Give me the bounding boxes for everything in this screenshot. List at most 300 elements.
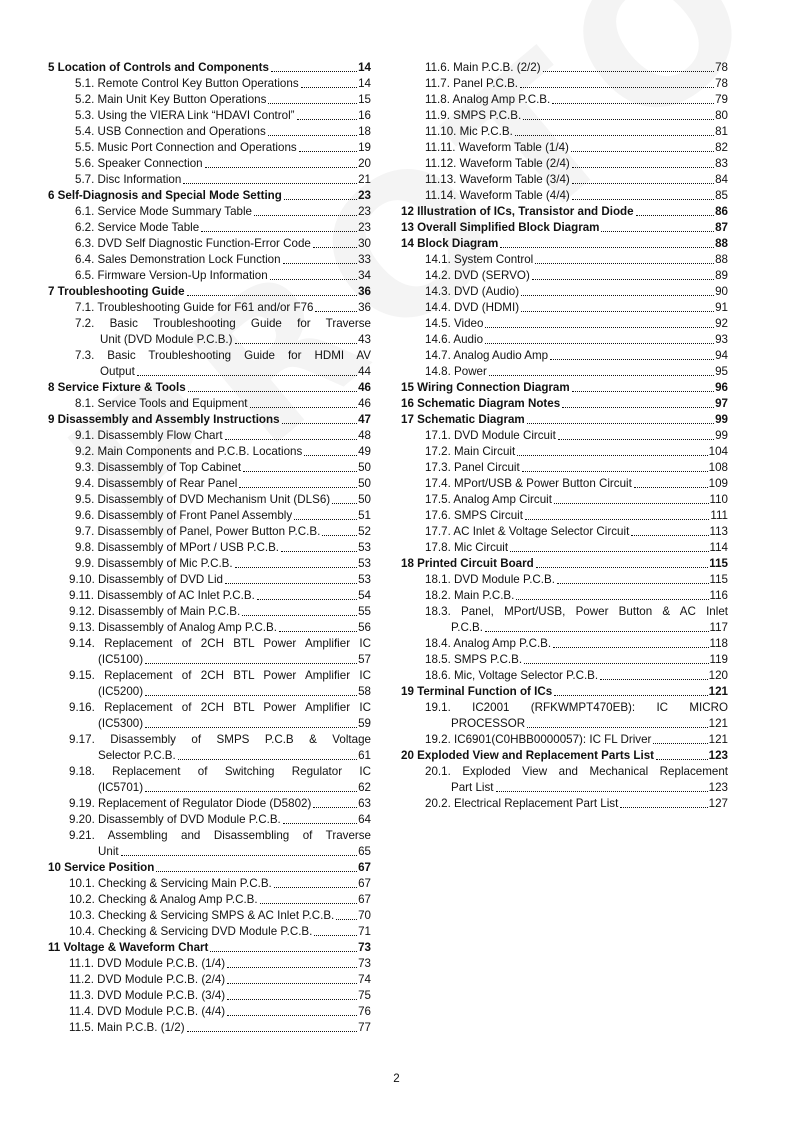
toc-entry-title: 10.4. Checking & Servicing DVD Module P.C.B. (69, 925, 313, 938)
toc-section[interactable] (401, 556, 728, 572)
toc-section[interactable] (401, 396, 728, 412)
toc-entry-page: 117 (709, 621, 728, 634)
toc-entry-page: 116 (709, 589, 728, 602)
dot-leader (227, 1015, 357, 1016)
toc-entry[interactable] (401, 700, 728, 732)
toc-entry-page: 96 (715, 381, 728, 394)
toc-entry-title: 6 Self-Diagnosis and Special Mode Setting (48, 189, 282, 202)
dot-leader (257, 599, 357, 600)
toc-entry-page: 14 (358, 61, 371, 74)
dot-leader (521, 311, 714, 312)
toc-entry[interactable] (48, 268, 371, 284)
toc-entry[interactable] (48, 892, 371, 908)
toc-section[interactable] (401, 220, 728, 236)
toc-entry-page: 53 (358, 557, 371, 570)
toc-section[interactable] (48, 860, 371, 876)
toc-entry-page: 64 (358, 813, 371, 826)
dot-leader (572, 167, 714, 168)
toc-entry[interactable] (401, 172, 728, 188)
toc-entry-title: 10.1. Checking & Servicing Main P.C.B. (69, 877, 272, 890)
dot-leader (522, 471, 708, 472)
toc-entry-page: 123 (708, 749, 728, 762)
toc-section[interactable] (401, 204, 728, 220)
dot-leader (270, 279, 357, 280)
toc-entry-title: 16 Schematic Diagram Notes (401, 397, 561, 410)
dot-leader (284, 199, 357, 200)
dot-leader (225, 439, 358, 440)
toc-entry-page: 92 (715, 317, 728, 330)
toc-entry[interactable] (48, 124, 371, 140)
toc-entry[interactable] (401, 188, 728, 204)
toc-entry-title: 11.6. Main P.C.B. (2/2) (425, 61, 541, 74)
dot-leader (283, 263, 358, 264)
toc-entry[interactable] (401, 492, 728, 508)
toc-entry-page: 52 (358, 525, 371, 538)
toc-entry[interactable] (48, 348, 371, 380)
toc-entry[interactable] (401, 604, 728, 636)
toc-entry-title: 5.1. Remote Control Key Button Operations (75, 77, 299, 90)
toc-entry-page: 99 (715, 413, 728, 426)
toc-entry-title: 11.12. Waveform Table (2/4) (425, 157, 570, 170)
toc-entry[interactable] (48, 460, 371, 476)
dot-leader (558, 439, 714, 440)
dot-leader (281, 551, 357, 552)
toc-section[interactable] (401, 412, 728, 428)
toc-entry-title: 11.2. DVD Module P.C.B. (2/4) (69, 973, 226, 986)
dot-leader (527, 727, 708, 728)
dot-leader (239, 487, 357, 488)
toc-entry[interactable] (401, 764, 728, 796)
toc-entry[interactable] (48, 620, 371, 636)
toc-entry-title: 18.5. SMPS P.C.B. (425, 653, 523, 666)
dot-leader (550, 359, 714, 360)
toc-entry-page: 75 (358, 989, 371, 1002)
toc-entry-title: 14 Block Diagram (401, 237, 499, 250)
toc-entry[interactable] (48, 476, 371, 492)
toc-entry[interactable] (48, 92, 371, 108)
dot-leader (314, 935, 357, 936)
dot-leader (557, 583, 709, 584)
dot-leader (304, 455, 357, 456)
page-number: 2 (393, 1072, 400, 1085)
toc-entry-title-continued: (IC5300) (98, 717, 144, 730)
toc-entry-title: 14.8. Power (425, 365, 487, 378)
toc-entry[interactable] (401, 796, 728, 812)
dot-leader (210, 951, 357, 952)
dot-leader (235, 567, 357, 568)
toc-entry[interactable] (48, 876, 371, 892)
toc-entry[interactable] (401, 572, 728, 588)
toc-section[interactable] (48, 940, 371, 956)
toc-entry-title: 11.9. SMPS P.C.B. (425, 109, 522, 122)
toc-entry[interactable] (48, 156, 371, 172)
toc-entry-title: 5.7. Disc Information (75, 173, 182, 186)
toc-entry[interactable] (401, 636, 728, 652)
toc-entry-page: 67 (358, 877, 371, 890)
toc-entry[interactable] (48, 828, 371, 860)
toc-entry-title: 11.7. Panel P.C.B. (425, 77, 519, 90)
toc-entry[interactable] (401, 268, 728, 284)
toc-entry-title: 17.6. SMPS Circuit (425, 509, 523, 522)
toc-entry[interactable] (401, 540, 728, 556)
toc-entry-title: 9.3. Disassembly of Top Cabinet (75, 461, 242, 474)
toc-entry-page: 36 (358, 285, 371, 298)
toc-entry[interactable] (48, 556, 371, 572)
toc-entry[interactable] (48, 252, 371, 268)
toc-entry-page: 89 (715, 269, 728, 282)
toc-entry-page: 121 (708, 733, 728, 746)
toc-entry[interactable] (48, 444, 371, 460)
dot-leader (552, 103, 714, 104)
toc-entry[interactable] (48, 76, 371, 92)
toc-section[interactable] (48, 380, 371, 396)
toc-entry-page: 111 (710, 509, 728, 522)
toc-entry[interactable] (401, 300, 728, 316)
toc-entry[interactable] (401, 508, 728, 524)
toc-entry[interactable] (401, 252, 728, 268)
toc-entry[interactable] (48, 700, 371, 732)
toc-entry-page: 77 (358, 1021, 371, 1034)
toc-entry-title: 9.14. Replacement of 2CH BTL Power Amplifier IC (69, 637, 371, 650)
dot-leader (532, 279, 714, 280)
toc-entry[interactable] (401, 588, 728, 604)
toc-entry[interactable] (48, 396, 371, 412)
dot-leader (268, 103, 357, 104)
dot-leader (536, 567, 709, 568)
toc-entry-title: 18.2. Main P.C.B. (425, 589, 515, 602)
toc-entry-title: 20.1. Exploded View and Mechanical Replacement (425, 765, 728, 778)
toc-entry-title: 7.2. Basic Troubleshooting Guide for Traverse (75, 317, 371, 330)
toc-entry-page: 15 (358, 93, 371, 106)
toc-entry-title: 20.2. Electrical Replacement Part List (425, 797, 619, 810)
toc-entry-page: 67 (358, 861, 371, 874)
toc-entry-title: 7.1. Troubleshooting Guide for F61 and/or F76 (75, 301, 314, 314)
toc-entry[interactable] (401, 460, 728, 476)
toc-entry-title: 14.6. Audio (425, 333, 484, 346)
toc-entry-title: 14.4. DVD (HDMI) (425, 301, 520, 314)
toc-entry[interactable] (48, 316, 371, 348)
toc-entry-page: 99 (715, 429, 728, 442)
toc-entry[interactable] (401, 284, 728, 300)
toc-entry-title: 11.11. Waveform Table (1/4) (425, 141, 569, 154)
dot-leader (227, 983, 357, 984)
toc-entry-page: 108 (708, 461, 728, 474)
toc-entry[interactable] (48, 300, 371, 316)
toc-entry-title: 9.11. Disassembly of AC Inlet P.C.B. (69, 589, 255, 602)
dot-leader (496, 791, 708, 792)
dot-leader (254, 215, 357, 216)
toc-entry[interactable] (48, 812, 371, 828)
toc-entry[interactable] (48, 540, 371, 556)
toc-entry-title: 6.2. Service Mode Table (75, 221, 200, 234)
toc-entry-title-continued: Unit (98, 845, 119, 858)
dot-leader (279, 631, 357, 632)
toc-entry[interactable] (48, 604, 371, 620)
toc-entry-title: 11.10. Mic P.C.B. (425, 125, 513, 138)
toc-entry-title: 6.1. Service Mode Summary Table (75, 205, 252, 218)
toc-entry-title: 9.5. Disassembly of DVD Mechanism Unit (DLS6) (75, 493, 331, 506)
toc-entry[interactable] (401, 108, 728, 124)
toc-entry-page: 127 (708, 797, 728, 810)
toc-entry[interactable] (48, 988, 371, 1004)
toc-entry-title: 19.1. IC2001 (RFKWMPT470EB): IC MICRO (425, 701, 728, 714)
dot-leader (156, 871, 357, 872)
dot-leader (653, 743, 707, 744)
toc-entry[interactable] (401, 444, 728, 460)
toc-entry-page: 33 (358, 253, 371, 266)
toc-entry[interactable] (48, 140, 371, 156)
toc-entry-title-continued: (IC5100) (98, 653, 144, 666)
dot-leader (523, 119, 714, 120)
toc-entry[interactable] (401, 156, 728, 172)
toc-entry[interactable] (401, 668, 728, 684)
toc-entry-title: 18.3. Panel, MPort/USB, Power Button & AC Inlet (425, 605, 728, 618)
toc-entry-page: 78 (715, 61, 728, 74)
dot-leader (250, 407, 358, 408)
toc-entry-page: 93 (715, 333, 728, 346)
toc-entry[interactable] (401, 364, 728, 380)
toc-entry-page: 53 (358, 573, 371, 586)
toc-entry-page: 97 (715, 397, 728, 410)
toc-section[interactable] (48, 412, 371, 428)
toc-entry-title: 20 Exploded View and Replacement Parts List (401, 749, 655, 762)
dot-leader (313, 807, 357, 808)
toc-entry-title: 9.8. Disassembly of MPort / USB P.C.B. (75, 541, 280, 554)
toc-entry[interactable] (401, 348, 728, 364)
toc-entry-page: 94 (715, 349, 728, 362)
toc-entry-title: 14.7. Analog Audio Amp (425, 349, 549, 362)
toc-entry-page: 88 (715, 253, 728, 266)
toc-entry[interactable] (48, 924, 371, 940)
toc-entry-page: 76 (358, 1005, 371, 1018)
toc-entry-title: 9.19. Replacement of Regulator Diode (D5802) (69, 797, 312, 810)
toc-entry-page: 85 (715, 189, 728, 202)
toc-entry-page: 119 (709, 653, 728, 666)
toc-entry[interactable] (401, 140, 728, 156)
toc-entry-title: 5.2. Main Unit Key Button Operations (75, 93, 267, 106)
toc-section[interactable] (48, 188, 371, 204)
toc-entry-page: 109 (708, 477, 728, 490)
dot-leader (554, 503, 709, 504)
toc-entry-page: 86 (715, 205, 728, 218)
toc-entry[interactable] (401, 60, 728, 76)
toc-entry-title: 5.4. USB Connection and Operations (75, 125, 266, 138)
toc-section[interactable] (401, 748, 728, 764)
dot-leader (187, 295, 358, 296)
toc-entry-page: 36 (358, 301, 371, 314)
toc-entry-page: 113 (709, 525, 728, 538)
toc-entry-title: 10 Service Position (48, 861, 155, 874)
dot-leader (313, 247, 357, 248)
toc-section[interactable] (401, 684, 728, 700)
dot-leader (485, 343, 714, 344)
toc-entry[interactable] (48, 492, 371, 508)
toc-entry[interactable] (401, 524, 728, 540)
dot-leader (572, 199, 714, 200)
toc-entry[interactable] (48, 972, 371, 988)
toc-entry-page: 110 (709, 493, 728, 506)
toc-entry-page: 104 (708, 445, 728, 458)
dot-leader (515, 135, 714, 136)
toc-entry-title: 5.6. Speaker Connection (75, 157, 203, 170)
toc-entry-title: 9.1. Disassembly Flow Chart (75, 429, 223, 442)
toc-entry[interactable] (401, 428, 728, 444)
toc-entry[interactable] (401, 124, 728, 140)
toc-entry-title: 9.10. Disassembly of DVD Lid (69, 573, 224, 586)
toc-entry-title: 18 Printed Circuit Board (401, 557, 534, 570)
toc-entry[interactable] (401, 92, 728, 108)
dot-leader (235, 343, 358, 344)
dot-leader (183, 183, 357, 184)
toc-section[interactable] (48, 60, 371, 76)
dot-leader (527, 423, 714, 424)
toc-entry[interactable] (48, 636, 371, 668)
dot-leader (517, 455, 707, 456)
toc-section[interactable] (401, 236, 728, 252)
toc-entry[interactable] (401, 732, 728, 748)
toc-entry[interactable] (48, 1020, 371, 1036)
toc-entry-page: 71 (358, 925, 371, 938)
toc-section[interactable] (48, 284, 371, 300)
toc-entry-page: 87 (715, 221, 728, 234)
toc-entry-title: 9.9. Disassembly of Mic P.C.B. (75, 557, 233, 570)
toc-entry-page: 83 (715, 157, 728, 170)
toc-entry[interactable] (48, 668, 371, 700)
toc-entry-title: 17.8. Mic Circuit (425, 541, 509, 554)
toc-entry-title: 15 Wiring Connection Diagram (401, 381, 570, 394)
toc-entry-title: 9.16. Replacement of 2CH BTL Power Amplifier IC (69, 701, 371, 714)
dot-leader (571, 151, 714, 152)
toc-entry[interactable] (48, 908, 371, 924)
dot-leader (201, 231, 357, 232)
toc-entry-page: 61 (358, 749, 371, 762)
dot-leader (297, 119, 358, 120)
toc-entry[interactable] (48, 732, 371, 764)
toc-entry-page: 34 (358, 269, 371, 282)
toc-section[interactable] (401, 380, 728, 396)
toc-entry-title: 17.3. Panel Circuit (425, 461, 520, 474)
toc-entry-page: 84 (715, 173, 728, 186)
toc-entry-page: 114 (709, 541, 728, 554)
toc-entry-page: 115 (709, 557, 728, 570)
toc-entry[interactable] (48, 172, 371, 188)
toc-entry-title-continued: (IC5701) (98, 781, 144, 794)
toc-entry-page: 55 (358, 605, 371, 618)
toc-entry[interactable] (48, 108, 371, 124)
toc-column-right (401, 60, 728, 812)
toc-entry-title: 17.4. MPort/USB & Power Button Circuit (425, 477, 632, 490)
dot-leader (500, 247, 714, 248)
toc-entry[interactable] (401, 316, 728, 332)
toc-entry-title-continued: Part List (451, 781, 494, 794)
toc-entry-title: 7.3. Basic Troubleshooting Guide for HDMI AV (75, 349, 371, 362)
dot-leader (283, 823, 357, 824)
toc-entry[interactable] (48, 204, 371, 220)
dot-leader (315, 311, 357, 312)
dot-leader (521, 295, 714, 296)
dot-leader (336, 919, 357, 920)
dot-leader (535, 263, 714, 264)
toc-entry-title: 18.1. DVD Module P.C.B. (425, 573, 555, 586)
dot-leader (636, 215, 715, 216)
dot-leader (137, 375, 357, 376)
toc-entry[interactable] (48, 524, 371, 540)
toc-entry[interactable] (48, 764, 371, 796)
toc-entry[interactable] (401, 76, 728, 92)
dot-leader (553, 647, 708, 648)
toc-entry-page: 50 (358, 493, 371, 506)
dot-leader (572, 183, 714, 184)
dot-leader (268, 135, 357, 136)
dot-leader (554, 695, 707, 696)
toc-entry-title: 11.4. DVD Module P.C.B. (4/4) (69, 1005, 226, 1018)
toc-entry[interactable] (48, 236, 371, 252)
dot-leader (656, 759, 708, 760)
toc-entry-title-continued: P.C.B. (451, 621, 484, 634)
toc-entry-page: 73 (358, 941, 371, 954)
toc-entry-page: 43 (358, 333, 371, 346)
dot-leader (301, 87, 357, 88)
dot-leader (485, 631, 709, 632)
toc-entry-page: 81 (715, 125, 728, 138)
dot-leader (543, 71, 715, 72)
dot-leader (524, 663, 708, 664)
toc-entry[interactable] (48, 588, 371, 604)
toc-entry-title: 11.3. DVD Module P.C.B. (3/4) (69, 989, 226, 1002)
toc-entry-page: 23 (358, 221, 371, 234)
toc-entry-title: 9.20. Disassembly of DVD Module P.C.B. (69, 813, 281, 826)
toc-entry-title-continued: Unit (DVD Module P.C.B.) (100, 333, 233, 346)
toc-entry-title: 19.2. IC6901(C0HBB0000057): IC FL Driver (425, 733, 652, 746)
toc-entry-title: 9.12. Disassembly of Main P.C.B. (69, 605, 241, 618)
dot-leader (205, 167, 357, 168)
toc-entry-page: 49 (358, 445, 371, 458)
toc-entry[interactable] (48, 220, 371, 236)
toc-entry[interactable] (48, 508, 371, 524)
toc-entry-page: 120 (708, 669, 728, 682)
toc-entry-page: 20 (358, 157, 371, 170)
toc-entry[interactable] (48, 956, 371, 972)
dot-leader (274, 887, 357, 888)
toc-entry[interactable] (48, 1004, 371, 1020)
toc-entry-page: 14 (358, 77, 371, 90)
toc-entry[interactable] (401, 476, 728, 492)
toc-entry-title: 6.5. Firmware Version-Up Information (75, 269, 268, 282)
toc-entry[interactable] (401, 652, 728, 668)
toc-entry[interactable] (48, 796, 371, 812)
toc-entry-page: 23 (358, 189, 371, 202)
dot-leader (145, 663, 357, 664)
toc-entry-page: 115 (709, 573, 728, 586)
toc-entry-title: 9.13. Disassembly of Analog Amp P.C.B. (69, 621, 277, 634)
toc-entry[interactable] (401, 332, 728, 348)
toc-entry-title: 5.5. Music Port Connection and Operations (75, 141, 297, 154)
dot-leader (294, 519, 357, 520)
toc-entry-page: 50 (358, 461, 371, 474)
toc-entry-title: 6.4. Sales Demonstration Lock Function (75, 253, 281, 266)
dot-leader (601, 231, 714, 232)
dot-leader (187, 1031, 358, 1032)
toc-entry-page: 19 (358, 141, 371, 154)
toc-entry[interactable] (48, 572, 371, 588)
toc-entry-title: 10.3. Checking & Servicing SMPS & AC Inlet P.C.B. (69, 909, 335, 922)
toc-entry-page: 121 (708, 717, 728, 730)
dot-leader (242, 615, 357, 616)
toc-entry-page: 65 (358, 845, 371, 858)
toc-entry[interactable] (48, 428, 371, 444)
dot-leader (631, 535, 708, 536)
toc-entry-page: 18 (358, 125, 371, 138)
